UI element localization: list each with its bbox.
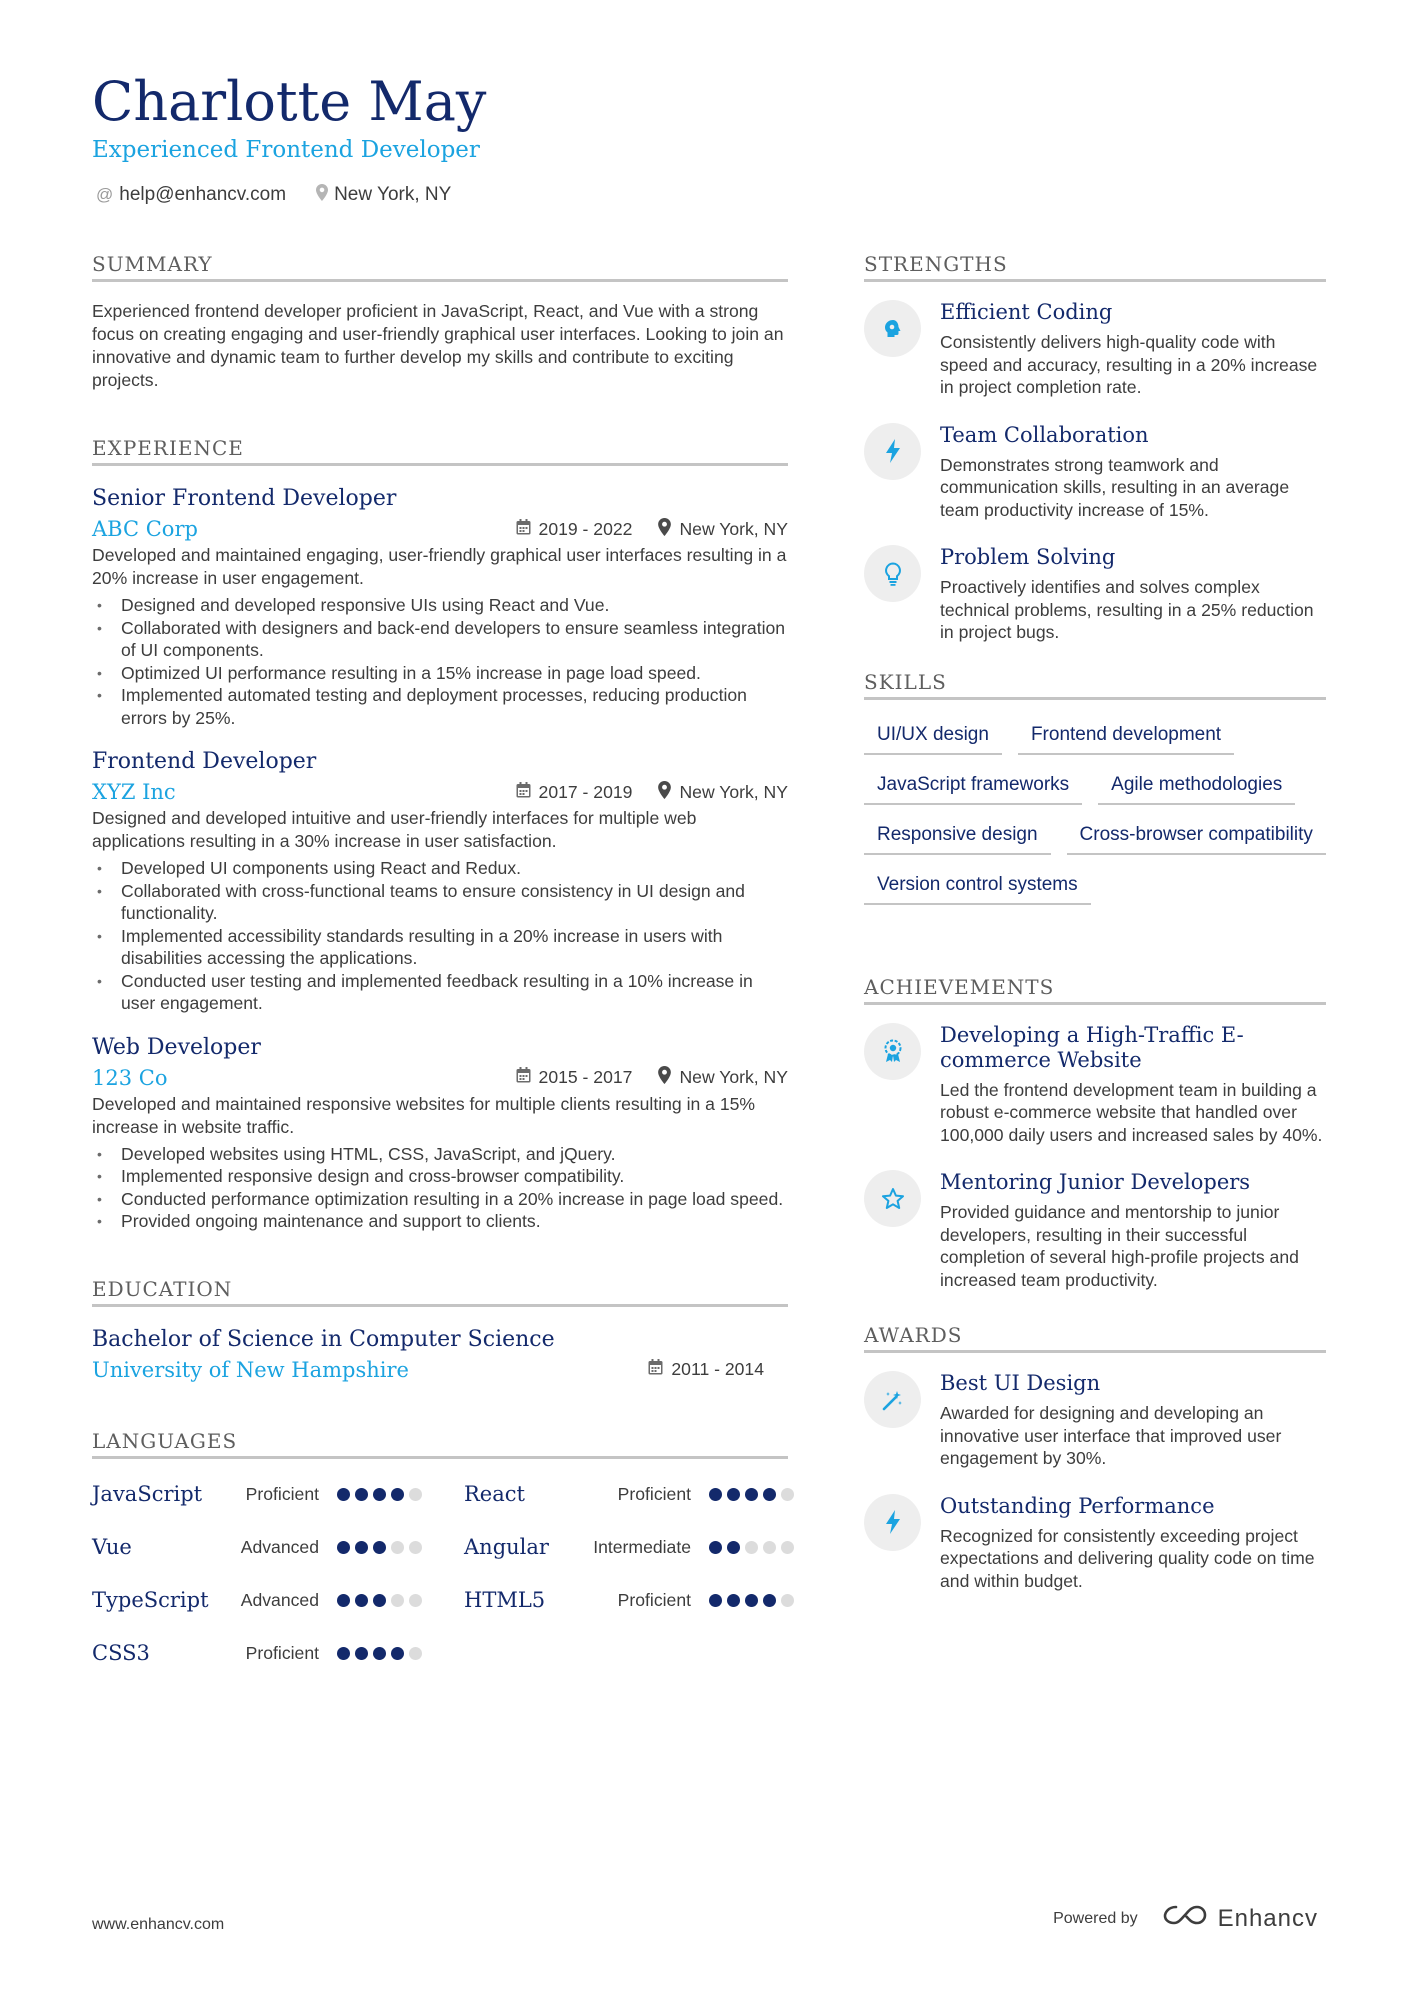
left-column <box>92 252 788 1671</box>
languages-heading: LANGUAGES <box>92 1429 788 1459</box>
brain-icon <box>864 300 921 357</box>
rating-dot-filled <box>337 1488 350 1501</box>
job-company[interactable]: XYZ Inc <box>92 780 176 804</box>
achievement-item-title: Developing a High-Traffic E-commerce Website <box>940 1022 1244 1072</box>
job-entry <box>92 747 788 1015</box>
language-name: TypeScript <box>92 1588 209 1612</box>
rating-dot-empty <box>763 1541 776 1554</box>
rating-dot-empty <box>391 1541 404 1554</box>
job-bullet: • Collaborated with designers and back-end developers to ensure seamless integration of UI components. <box>92 617 788 662</box>
location-contact <box>316 184 451 206</box>
job-location-text: New York, NY <box>679 518 788 539</box>
job-bullet: • Optimized UI performance resulting in a 15% increase in page load speed. <box>92 662 788 685</box>
job-dates <box>516 1067 633 1088</box>
award-item <box>864 1371 1326 1470</box>
achievement-item-text: Led the frontend development team in building a robust e-commerce website that handled over 100,000 daily users and increased sales by 40%. <box>940 1079 1323 1145</box>
awards-section <box>864 1323 1326 1592</box>
job-bullets <box>92 594 788 729</box>
education-dates <box>648 1359 764 1380</box>
job-location <box>658 518 788 541</box>
candidate-role: Experienced Frontend Developer <box>92 137 480 163</box>
language-rating <box>337 1488 422 1501</box>
summary-text: Experienced frontend developer proficient in JavaScript, React, and Vue with a strong focus on creating engaging and user-friendly graphical user interfaces. Looking to join an innovative and dynamic team to further develop my skills and contribute to exciting projects. <box>92 301 784 390</box>
language-item <box>92 1636 422 1671</box>
strength-item-title: Team Collaboration <box>940 422 1149 447</box>
rating-dot-filled <box>763 1594 776 1607</box>
location-pin-icon <box>658 518 671 541</box>
skills-list <box>864 718 1326 905</box>
strengths-section <box>864 252 1326 644</box>
calendar-icon <box>516 782 531 803</box>
strength-item-text: Consistently delivers high-quality code with speed and accuracy, resulting in a 20% increase in project completion rate. <box>940 332 1318 397</box>
award-item-title: Outstanding Performance <box>940 1493 1215 1518</box>
awards-list <box>864 1371 1326 1592</box>
job-description: Developed and maintained responsive websites for multiple clients resulting in a 15% increase in website traffic. <box>92 1093 756 1137</box>
achievement-item-text: Provided guidance and mentorship to junior developers, resulting in their successful completion of several high-profile projects and increased team productivity. <box>940 1202 1299 1290</box>
award-item-body <box>940 1371 1326 1470</box>
rating-dot-filled <box>709 1594 722 1607</box>
language-level: Proficient <box>617 1483 691 1504</box>
education-degree: Bachelor of Science in Computer Science <box>92 1326 555 1352</box>
job-bullet: • Conducted performance optimization resulting in a 20% increase in page load speed. <box>92 1188 788 1211</box>
email-contact[interactable] <box>96 184 286 206</box>
language-name: Vue <box>92 1535 132 1559</box>
awards-heading: AWARDS <box>864 1323 1326 1353</box>
lightning-icon <box>864 1494 921 1551</box>
rating-dot-filled <box>373 1488 386 1501</box>
strength-item-body <box>940 545 1326 644</box>
language-rating <box>337 1594 422 1607</box>
language-rating <box>709 1488 794 1501</box>
contact-info <box>96 184 451 206</box>
enhancv-logo-text: Enhancv <box>1217 1904 1318 1932</box>
language-level: Advanced <box>240 1536 319 1557</box>
education-school: University of New Hampshire <box>92 1357 409 1382</box>
language-item <box>464 1530 794 1565</box>
experience-heading: EXPERIENCE <box>92 436 788 466</box>
achievement-item <box>864 1023 1326 1147</box>
powered-by-label: Powered by <box>1053 1909 1138 1927</box>
job-title: Frontend Developer <box>92 749 317 774</box>
rating-dot-empty <box>745 1541 758 1554</box>
award-item-text: Awarded for designing and developing an innovative user interface that improved user engagement by 30%. <box>940 1403 1282 1468</box>
rating-dot-empty <box>781 1594 794 1607</box>
achievements-section <box>864 975 1326 1292</box>
job-meta-row <box>92 777 788 807</box>
at-icon: @ <box>96 185 114 204</box>
rating-dot-empty <box>781 1541 794 1554</box>
enhancv-logo[interactable] <box>1162 1903 1318 1934</box>
job-meta <box>516 781 788 804</box>
languages-grid <box>92 1477 788 1671</box>
achievements-list <box>864 1023 1326 1292</box>
language-level: Proficient <box>245 1642 319 1663</box>
language-name: JavaScript <box>92 1482 203 1506</box>
rating-dot-filled <box>709 1488 722 1501</box>
summary-heading: SUMMARY <box>92 252 788 282</box>
achievement-item-body <box>940 1170 1326 1291</box>
strength-item <box>864 300 1326 399</box>
education-heading: EDUCATION <box>92 1277 788 1307</box>
job-meta-row <box>92 514 788 544</box>
rating-dot-filled <box>355 1541 368 1554</box>
strength-item <box>864 545 1326 644</box>
award-item-title: Best UI Design <box>940 1371 1101 1395</box>
language-rating <box>337 1541 422 1554</box>
strength-item-title: Problem Solving <box>940 545 1116 569</box>
language-level: Proficient <box>617 1589 691 1610</box>
job-bullet: • Provided ongoing maintenance and support to clients. <box>92 1210 788 1233</box>
rating-dot-filled <box>727 1541 740 1554</box>
skills-section <box>864 670 1326 905</box>
job-entry <box>92 1033 788 1233</box>
rating-dot-filled <box>727 1594 740 1607</box>
achievement-item-body <box>940 1023 1326 1147</box>
job-dates <box>516 519 633 540</box>
language-rating <box>337 1647 422 1660</box>
calendar-icon <box>516 519 531 540</box>
rating-dot-filled <box>337 1594 350 1607</box>
rating-dot-filled <box>727 1488 740 1501</box>
job-bullet: • Collaborated with cross-functional teams to ensure consistency in UI design and functionality. <box>92 880 788 925</box>
language-name: React <box>464 1482 525 1506</box>
strengths-heading: STRENGTHS <box>864 252 1326 282</box>
skill-tag: JavaScript frameworks <box>864 768 1082 805</box>
rating-dot-filled <box>745 1488 758 1501</box>
achievement-item-title: Mentoring Junior Developers <box>940 1170 1251 1194</box>
education-row <box>92 1355 764 1385</box>
job-company[interactable]: ABC Corp <box>92 517 198 541</box>
calendar-icon <box>648 1359 663 1380</box>
star-icon <box>864 1170 921 1227</box>
language-item <box>92 1583 422 1618</box>
language-item <box>464 1477 794 1512</box>
award-item <box>864 1494 1326 1593</box>
rating-dot-filled <box>709 1541 722 1554</box>
rating-dot-empty <box>409 1488 422 1501</box>
right-column <box>864 252 1326 1616</box>
strength-item <box>864 423 1326 522</box>
language-level: Advanced <box>240 1589 319 1610</box>
skill-tag: Frontend development <box>1018 718 1234 755</box>
language-rating <box>709 1594 794 1607</box>
language-name: Angular <box>464 1535 549 1559</box>
language-level: Proficient <box>245 1483 319 1504</box>
strength-item-body <box>940 300 1326 399</box>
job-dates-text: 2017 - 2019 <box>538 781 633 802</box>
rating-dot-filled <box>355 1488 368 1501</box>
job-location <box>658 1066 788 1089</box>
job-bullets <box>92 857 788 1015</box>
rating-dot-filled <box>763 1488 776 1501</box>
location-pin-icon <box>658 781 671 804</box>
job-bullet: • Implemented automated testing and deployment processes, reducing production errors by 25%. <box>92 684 788 729</box>
job-bullet: • Implemented responsive design and cross-browser compatibility. <box>92 1165 788 1188</box>
rating-dot-filled <box>355 1594 368 1607</box>
job-location <box>658 781 788 804</box>
rating-dot-filled <box>373 1594 386 1607</box>
skill-tag: Agile methodologies <box>1098 768 1295 805</box>
language-rating <box>709 1541 794 1554</box>
strength-item-text: Demonstrates strong teamwork and communication skills, resulting in an average team productivity increase of 15%. <box>940 454 1290 520</box>
job-bullet: • Implemented accessibility standards resulting in a 20% increase in users with disabilities accessing the applications. <box>92 925 788 970</box>
language-item <box>92 1477 422 1512</box>
achievements-heading: ACHIEVEMENTS <box>864 975 1326 1005</box>
summary-section <box>92 252 788 392</box>
job-dates-text: 2019 - 2022 <box>538 518 633 539</box>
job-company[interactable]: 123 Co <box>92 1065 168 1090</box>
skill-tag: Version control systems <box>864 868 1091 905</box>
rating-dot-empty <box>409 1541 422 1554</box>
education-section <box>92 1277 788 1385</box>
skill-tag: Responsive design <box>864 818 1051 855</box>
languages-section <box>92 1429 788 1671</box>
rating-dot-filled <box>355 1647 368 1660</box>
rating-dot-empty <box>781 1488 794 1501</box>
rating-dot-filled <box>373 1541 386 1554</box>
job-description: Developed and maintained engaging, user-friendly graphical user interfaces resulting in a 20% increase in user engagement. <box>92 545 787 588</box>
location-pin-icon <box>658 1066 671 1089</box>
job-dates-text: 2015 - 2017 <box>538 1067 633 1087</box>
award-item-text: Recognized for consistently exceeding project expectations and delivering quality code on time and within budget. <box>940 1525 1315 1591</box>
language-name: CSS3 <box>92 1641 150 1665</box>
magic-wand-icon <box>864 1371 921 1428</box>
candidate-name: Charlotte May <box>92 70 487 133</box>
job-meta <box>516 1066 788 1089</box>
job-bullet: • Developed UI components using React and Redux. <box>92 857 788 880</box>
rating-dot-filled <box>337 1647 350 1660</box>
rating-dot-filled <box>745 1594 758 1607</box>
rating-dot-filled <box>337 1541 350 1554</box>
job-location-text: New York, NY <box>679 1067 788 1087</box>
lightning-icon <box>864 423 921 480</box>
language-name: HTML5 <box>464 1588 546 1612</box>
job-description: Designed and developed intuitive and user-friendly interfaces for multiple web applications resulting in a 30% increase in user satisfaction. <box>92 808 697 851</box>
rating-dot-filled <box>391 1647 404 1660</box>
job-bullet: • Designed and developed responsive UIs using React and Vue. <box>92 594 788 617</box>
education-meta <box>648 1359 764 1380</box>
job-meta <box>516 518 788 541</box>
job-location-text: New York, NY <box>679 781 788 802</box>
job-title: Web Developer <box>92 1034 261 1060</box>
rating-dot-filled <box>373 1647 386 1660</box>
job-bullet: • Conducted user testing and implemented feedback resulting in a 10% increase in user engagement. <box>92 970 788 1015</box>
education-dates-text: 2011 - 2014 <box>671 1359 764 1379</box>
lightbulb-icon <box>864 545 921 602</box>
strength-item-title: Efficient Coding <box>940 300 1113 324</box>
job-meta-row <box>92 1063 788 1093</box>
strength-item-body <box>940 423 1326 522</box>
skills-heading: SKILLS <box>864 670 1326 700</box>
rating-dot-empty <box>409 1647 422 1660</box>
experience-section <box>92 436 788 1233</box>
footer-website[interactable]: www.enhancv.com <box>92 1916 225 1933</box>
skill-tag: Cross-browser compatibility <box>1067 818 1326 855</box>
skill-tag: UI/UX design <box>864 718 1002 755</box>
jobs-list <box>92 484 788 1233</box>
rating-dot-filled <box>391 1488 404 1501</box>
strength-item-text: Proactively identifies and solves complex technical problems, resulting in a 25% reduction in project bugs. <box>940 577 1314 642</box>
email-text: help@enhancv.com <box>119 184 287 205</box>
job-dates <box>516 782 633 803</box>
job-entry <box>92 484 788 729</box>
language-item <box>464 1583 794 1618</box>
job-bullets <box>92 1143 788 1233</box>
achievement-item <box>864 1170 1326 1291</box>
language-item <box>92 1530 422 1565</box>
location-pin-icon <box>316 184 328 206</box>
footer-branding <box>1053 1903 1318 1934</box>
award-item-body <box>940 1494 1326 1593</box>
enhancv-logo-icon <box>1162 1903 1208 1934</box>
award-ribbon-icon <box>864 1023 921 1080</box>
rating-dot-empty <box>391 1594 404 1607</box>
job-bullet: • Developed websites using HTML, CSS, JavaScript, and jQuery. <box>92 1143 788 1166</box>
job-title: Senior Frontend Developer <box>92 486 397 511</box>
location-text: New York, NY <box>334 184 452 205</box>
calendar-icon <box>516 1067 531 1088</box>
strengths-list <box>864 300 1326 644</box>
rating-dot-empty <box>409 1594 422 1607</box>
language-level: Intermediate <box>593 1536 691 1557</box>
